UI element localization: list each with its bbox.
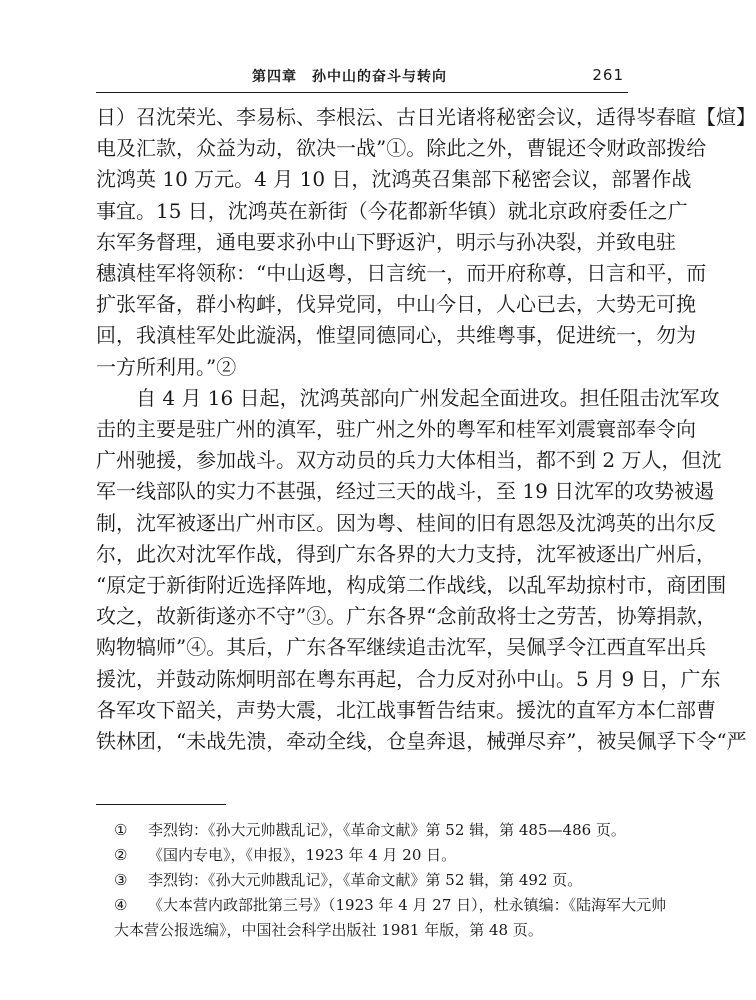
page-number: 261 <box>592 66 624 84</box>
footnote-mark: ② <box>114 846 128 864</box>
text-line: 回，我滇桂军处此漩涡，惟望同德同心，共维粤事，促进统一，勿为 <box>96 323 696 348</box>
text-line: 攻之，故新街遂亦不守”③。广东各界“念前敌将士之劳苦，协筹捐款， <box>96 604 717 629</box>
text-line: 击的主要是驻广州的滇军，驻广州之外的粤军和桂军刘震寰部奉令向 <box>96 417 696 442</box>
footnote-rule <box>96 804 226 805</box>
running-header <box>96 66 628 88</box>
text-line: 穗滇桂军将领称：“中山返粤，日言统一，而开府称尊，日言和平，而 <box>96 261 707 286</box>
paragraph-2 <box>96 383 747 757</box>
text-line: 自 4 月 16 日起，沈鸿英部向广州发起全面进攻。担任阻击沈军攻 <box>136 385 720 410</box>
footnote-text: 李烈钧：《孙大元帅戡乱记》，《革命文献》第 52 辑，第 485—486 页。 <box>148 821 626 839</box>
text-line: 沈鸿英 10 万元。4 月 10 日，沈鸿英召集部下秘密会议，部署作战 <box>96 167 692 192</box>
footnote-text: 《国内专电》，《申报》，1923 年 4 月 20 日。 <box>148 846 457 864</box>
text-line: 广州驰援，参加战斗。双方动员的兵力大体相当，都不到 2 万人，但沈 <box>96 448 722 473</box>
text-line: 一方所利用。”② <box>96 354 237 379</box>
text-line: 军一线部队的实力不甚强，经过三天的战斗，至 19 日沈军的攻势被遏 <box>96 479 715 504</box>
text-line: 制，沈军被逐出广州市区。因为粤、桂间的旧有恩怨及沈鸿英的出尔反 <box>96 510 716 535</box>
footnotes <box>96 818 667 943</box>
chapter-title: 第四章 孙中山的奋斗与转向 <box>252 69 447 85</box>
footnote-2 <box>96 843 636 868</box>
footnote-4-continuation: 大本营公报选编》，中国社会科学出版社 1981 年版，第 48 页。 <box>114 921 543 939</box>
footnote-mark: ③ <box>114 871 128 889</box>
text-line: 电及汇款，众益为动，欲决一战”①。除此之外，曹锟还令财政部拨给 <box>96 136 707 161</box>
text-line: 尔，此次对沈军作战，得到广东各界的大力支持，沈军被逐出广州后， <box>96 541 716 566</box>
text-line: 援沈，并鼓动陈炯明部在粤东再起，合力反对孙中山。5 月 9 日，广东 <box>96 666 721 691</box>
footnote-text: 李烈钧：《孙大元帅戡乱记》，《革命文献》第 52 辑，第 492 页。 <box>148 871 583 889</box>
text-line: 购物犒师”④。其后，广东各军继续追击沈军，吴佩孚令江西直军出兵 <box>96 635 707 660</box>
footnote-1 <box>96 818 636 843</box>
footnote-text: 《大本营内政部批第三号》（1923 年 4 月 27 日），杜永镇编：《陆海军大元帅 <box>148 896 667 914</box>
footnote-mark: ④ <box>114 896 128 914</box>
text-line: 扩张军备，群小构衅，伐异党同，中山今日，人心已去，大势无可挽 <box>96 292 696 317</box>
text-line: 各军攻下韶关，声势大震，北江战事暂告结束。援沈的直军方本仁部曹 <box>96 697 716 722</box>
footnote-mark: ① <box>114 821 128 839</box>
text-line: 东军务督理，通电要求孙中山下野返沪，明示与孙决裂，并致电驻 <box>96 229 676 254</box>
footnote-3 <box>96 868 636 893</box>
text-line: 日）召沈荣光、李易标、李根沄、古日光诸将秘密会议，适得岑春暄【煊】 <box>96 105 756 129</box>
main-text <box>96 102 756 757</box>
footnote-4 <box>96 893 667 918</box>
text-line: 铁林团，“未战先溃，牵动全线，仓皇奔退，械弹尽弃”，被吴佩孚下令“严 <box>96 729 747 754</box>
text-line: 事宜。15 日，沈鸿英在新街（今花都新华镇）就北京政府委任之广 <box>96 198 688 223</box>
header-rule <box>96 92 628 93</box>
text-line: “原定于新街附近选择阵地，构成第二作战线，以乱军劫掠村市，商团围 <box>96 573 727 598</box>
paragraph-1 <box>96 102 756 383</box>
